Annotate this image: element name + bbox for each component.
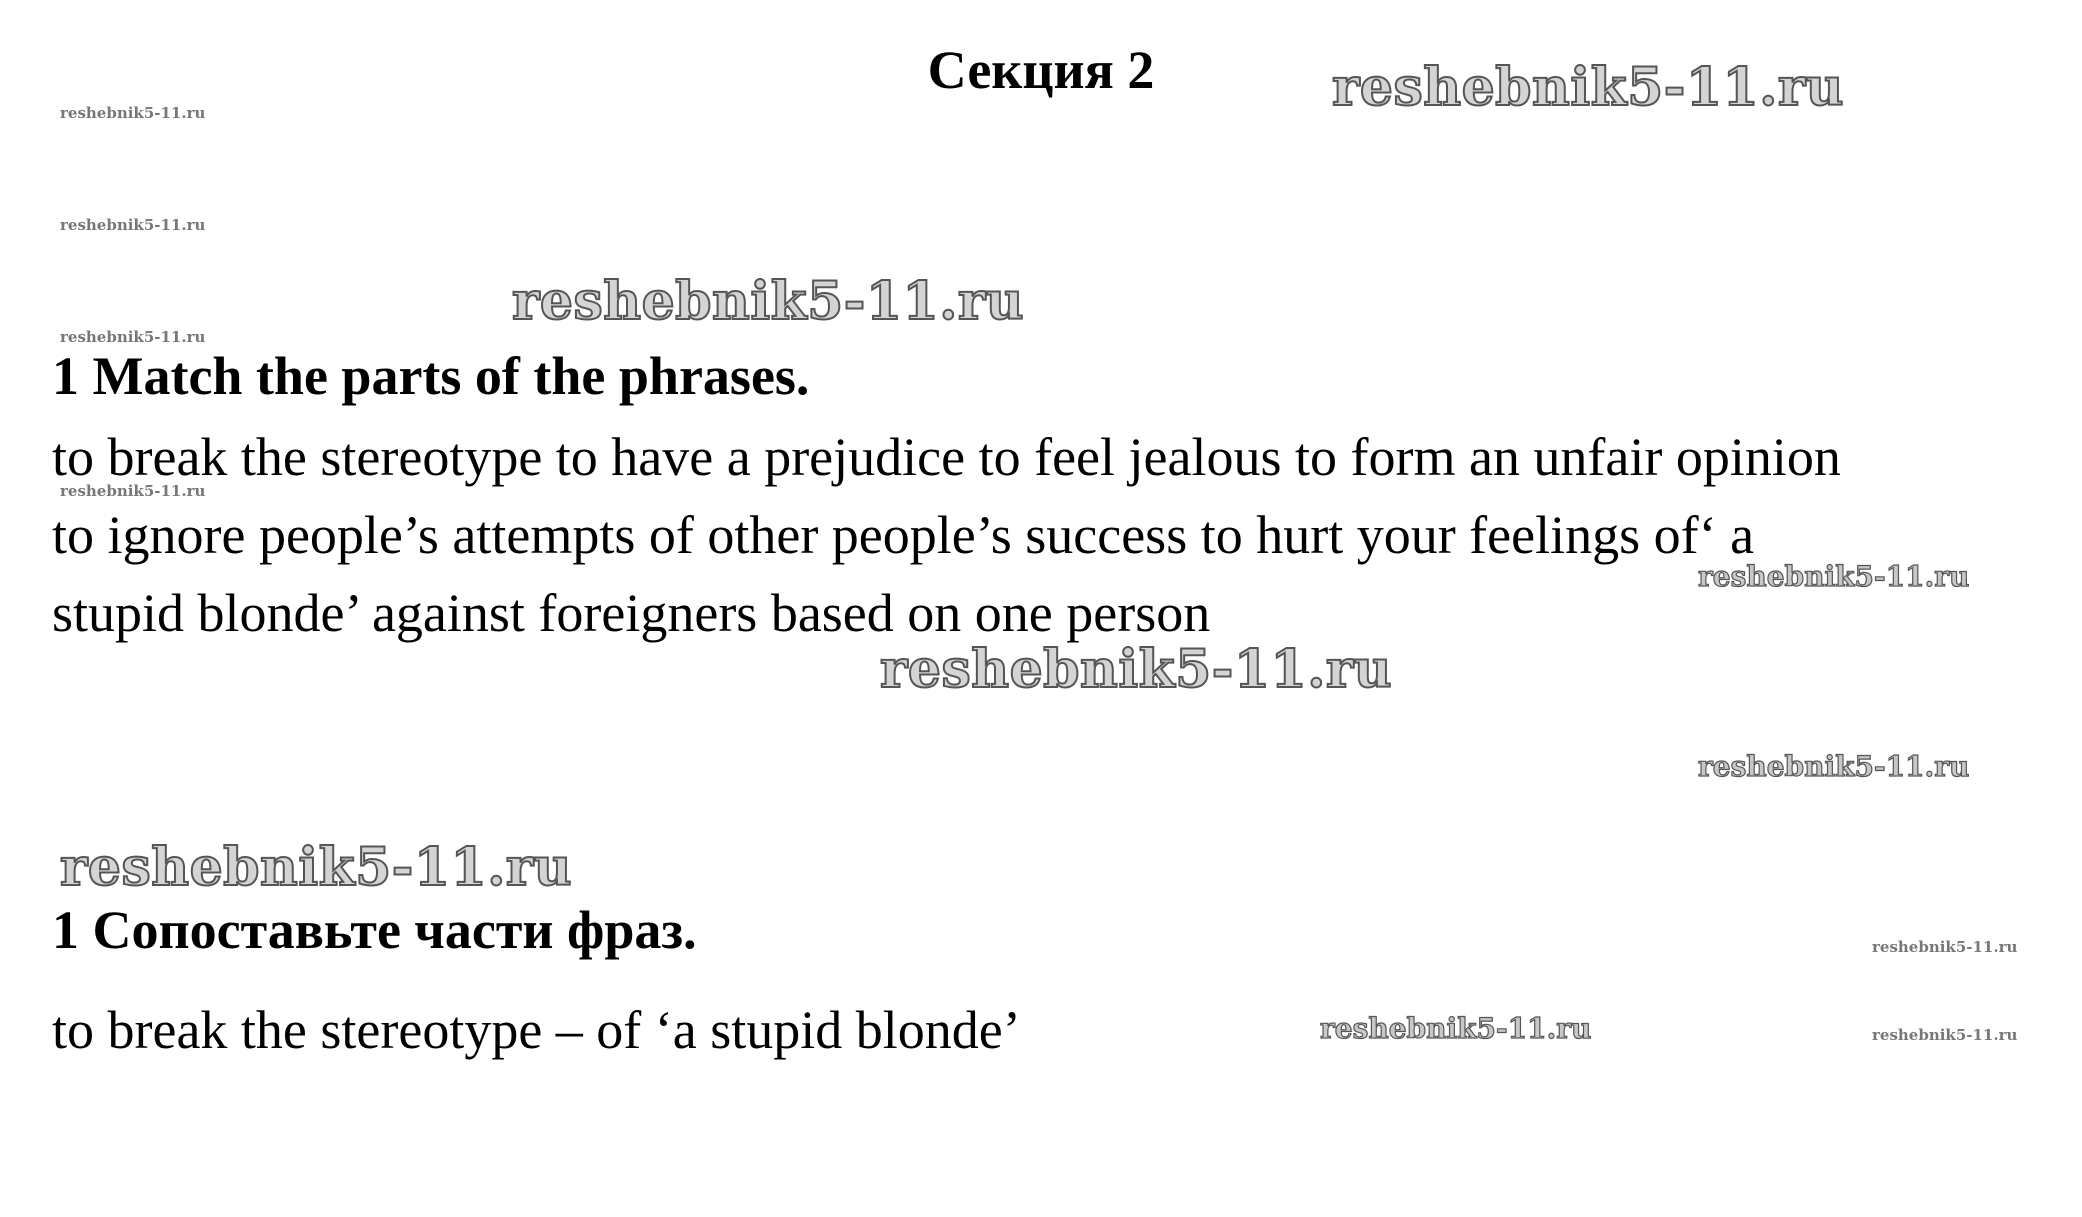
watermark-logo: reshebnik5-11.ru (60, 216, 206, 234)
paragraph-line: to ignore people’s attempts of other people’s success to hurt your feelings of‘ a (52, 505, 1755, 565)
watermark-logo: reshebnik5-11.ru (1320, 1012, 1592, 1045)
watermark-logo: reshebnik5-11.ru (60, 837, 573, 898)
section-title: Секция 2 (927, 40, 1155, 100)
watermark-logo: reshebnik5-11.ru (512, 271, 1025, 332)
paragraph-line: to break the stereotype to have a prejudice to feel jealous to form an unfair opinion (52, 427, 1841, 487)
task-heading: 1 Match the parts of the phrases. (52, 346, 810, 406)
answer-line: to break the stereotype – of ‘a stupid blonde’ (52, 1000, 1021, 1060)
phrases-paragraph (52, 418, 2042, 652)
watermark-logo: reshebnik5-11.ru (60, 328, 206, 346)
task-heading-ru: 1 Сопоставьте части фраз. (52, 900, 697, 960)
watermark-logo: reshebnik5-11.ru (60, 482, 206, 500)
watermark-logo: reshebnik5-11.ru (1698, 750, 1970, 783)
watermark-logo: reshebnik5-11.ru (1872, 1026, 2018, 1044)
watermark-logo: reshebnik5-11.ru (1872, 938, 2018, 956)
watermark-logo: reshebnik5-11.ru (1698, 560, 1970, 593)
watermark-logo: reshebnik5-11.ru (1332, 57, 1845, 118)
paragraph-line: stupid blonde’ against foreigners based on one person (52, 583, 1211, 643)
watermark-logo: reshebnik5-11.ru (60, 104, 206, 122)
watermark-logo: reshebnik5-11.ru (880, 639, 1393, 700)
